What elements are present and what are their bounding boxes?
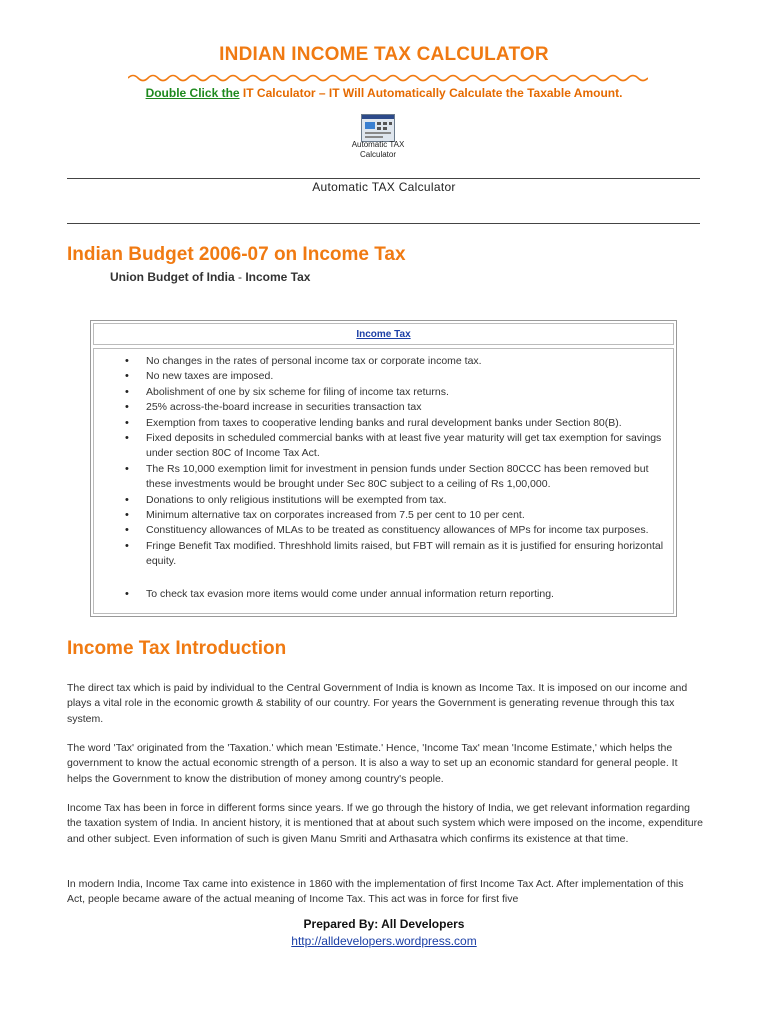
intro-paragraph: Income Tax has been in force in different forms since years. If we go through the history of India, we get relevant information regarding the taxation system of India. In ancient history, it is mentioned that at about such system which were imposed on the income, expenditure and other subject. Even information of such is given Manu Smriti and Arthasatra which confirms its existence at that time.	[67, 802, 703, 845]
calculator-icon[interactable]	[361, 114, 395, 142]
list-item: • Donations to only religious institutions will be exempted from tax.	[94, 493, 673, 508]
income-tax-box-header	[93, 323, 674, 345]
intro-paragraph: The direct tax which is paid by individual to the Central Government of India is known as Income Tax. It is imposed on our income and plays a vital role in the economic growth & stability of our country. For years the Government is generating revenue through this tax system.	[67, 682, 688, 725]
website-link[interactable]: http://alldevelopers.wordpress.com	[291, 934, 477, 948]
instruction-text	[0, 86, 768, 100]
list-item: • To check tax evasion more items would come under annual information return reporting.	[94, 587, 673, 602]
income-tax-box	[90, 320, 677, 617]
intro-paragraph: The word 'Tax' originated from the 'Taxation.' which mean 'Estimate.' Hence, 'Income Tax' mean 'Income Estimate,' which helps the government to know the actual economic strength of a person. It is also a way to set up an economic standard for general people. It helps the Government to know the distribution of money among country's people.	[67, 742, 678, 785]
automatic-tax-calculator-label: Automatic TAX Calculator	[312, 180, 456, 194]
list-item: • No new taxes are imposed.	[94, 369, 673, 384]
intro-heading: Income Tax Introduction	[67, 638, 287, 659]
instruction-double-click: Double Click the	[145, 86, 240, 100]
list-item: • Fringe Benefit Tax modified. Threshhold limits raised, but FBT will remain as it is justified for ensuring horizontal equity.	[94, 539, 673, 570]
list-item: • Abolishment of one by six scheme for filing of income tax returns.	[94, 385, 673, 400]
prepared-by: Prepared By: All Developers	[303, 917, 465, 931]
budget-subheading	[110, 270, 310, 284]
budget-sub-sep: -	[234, 270, 246, 284]
list-item: • 25% across-the-board increase in securities transaction tax	[94, 400, 673, 415]
top-divider	[67, 178, 700, 179]
budget-sub-bold: Union Budget of India	[110, 270, 235, 284]
income-tax-box-body	[93, 348, 674, 614]
intro-paragraph: In modern India, Income Tax came into existence in 1860 with the implementation of first Income Tax Act. After implementation of this Act, people became aware of the actual meaning of Income Tax. This act was in force for first five	[67, 878, 684, 906]
list-item: • The Rs 10,000 exemption limit for investment in pension funds under Section 80CCC has been removed but these investments would be brought under Sec 80C subject to a ceiling of Rs 1,00,000.	[94, 462, 673, 493]
page-title: INDIAN INCOME TAX CALCULATOR	[219, 44, 549, 65]
decorative-wave-divider	[128, 73, 648, 83]
budget-sub-end: Income Tax	[245, 270, 311, 284]
list-item: • Minimum alternative tax on corporates increased from 7.5 per cent to 10 per cent.	[94, 508, 673, 523]
bottom-divider	[67, 223, 700, 224]
list-item: • No changes in the rates of personal income tax or corporate income tax.	[94, 354, 673, 369]
list-item: • Fixed deposits in scheduled commercial banks with at least five year maturity will get tax exemption for savings under section 80C of Income Tax Act.	[94, 431, 673, 462]
budget-points-list	[94, 354, 673, 602]
calculator-icon-caption[interactable]: Automatic TAX Calculator	[351, 140, 405, 159]
instruction-it-calculator: IT Calculator – IT Will Automatically Calculate the Taxable Amount.	[239, 86, 623, 100]
list-item: • Constituency allowances of MLAs to be treated as constituency allowances of MPs for income tax purposes.	[94, 523, 673, 538]
budget-heading: Indian Budget 2006-07 on Income Tax	[67, 244, 406, 265]
income-tax-link[interactable]: Income Tax	[356, 329, 411, 340]
list-item: • Exemption from taxes to cooperative lending banks and rural development banks under Section 80(B).	[94, 416, 673, 431]
